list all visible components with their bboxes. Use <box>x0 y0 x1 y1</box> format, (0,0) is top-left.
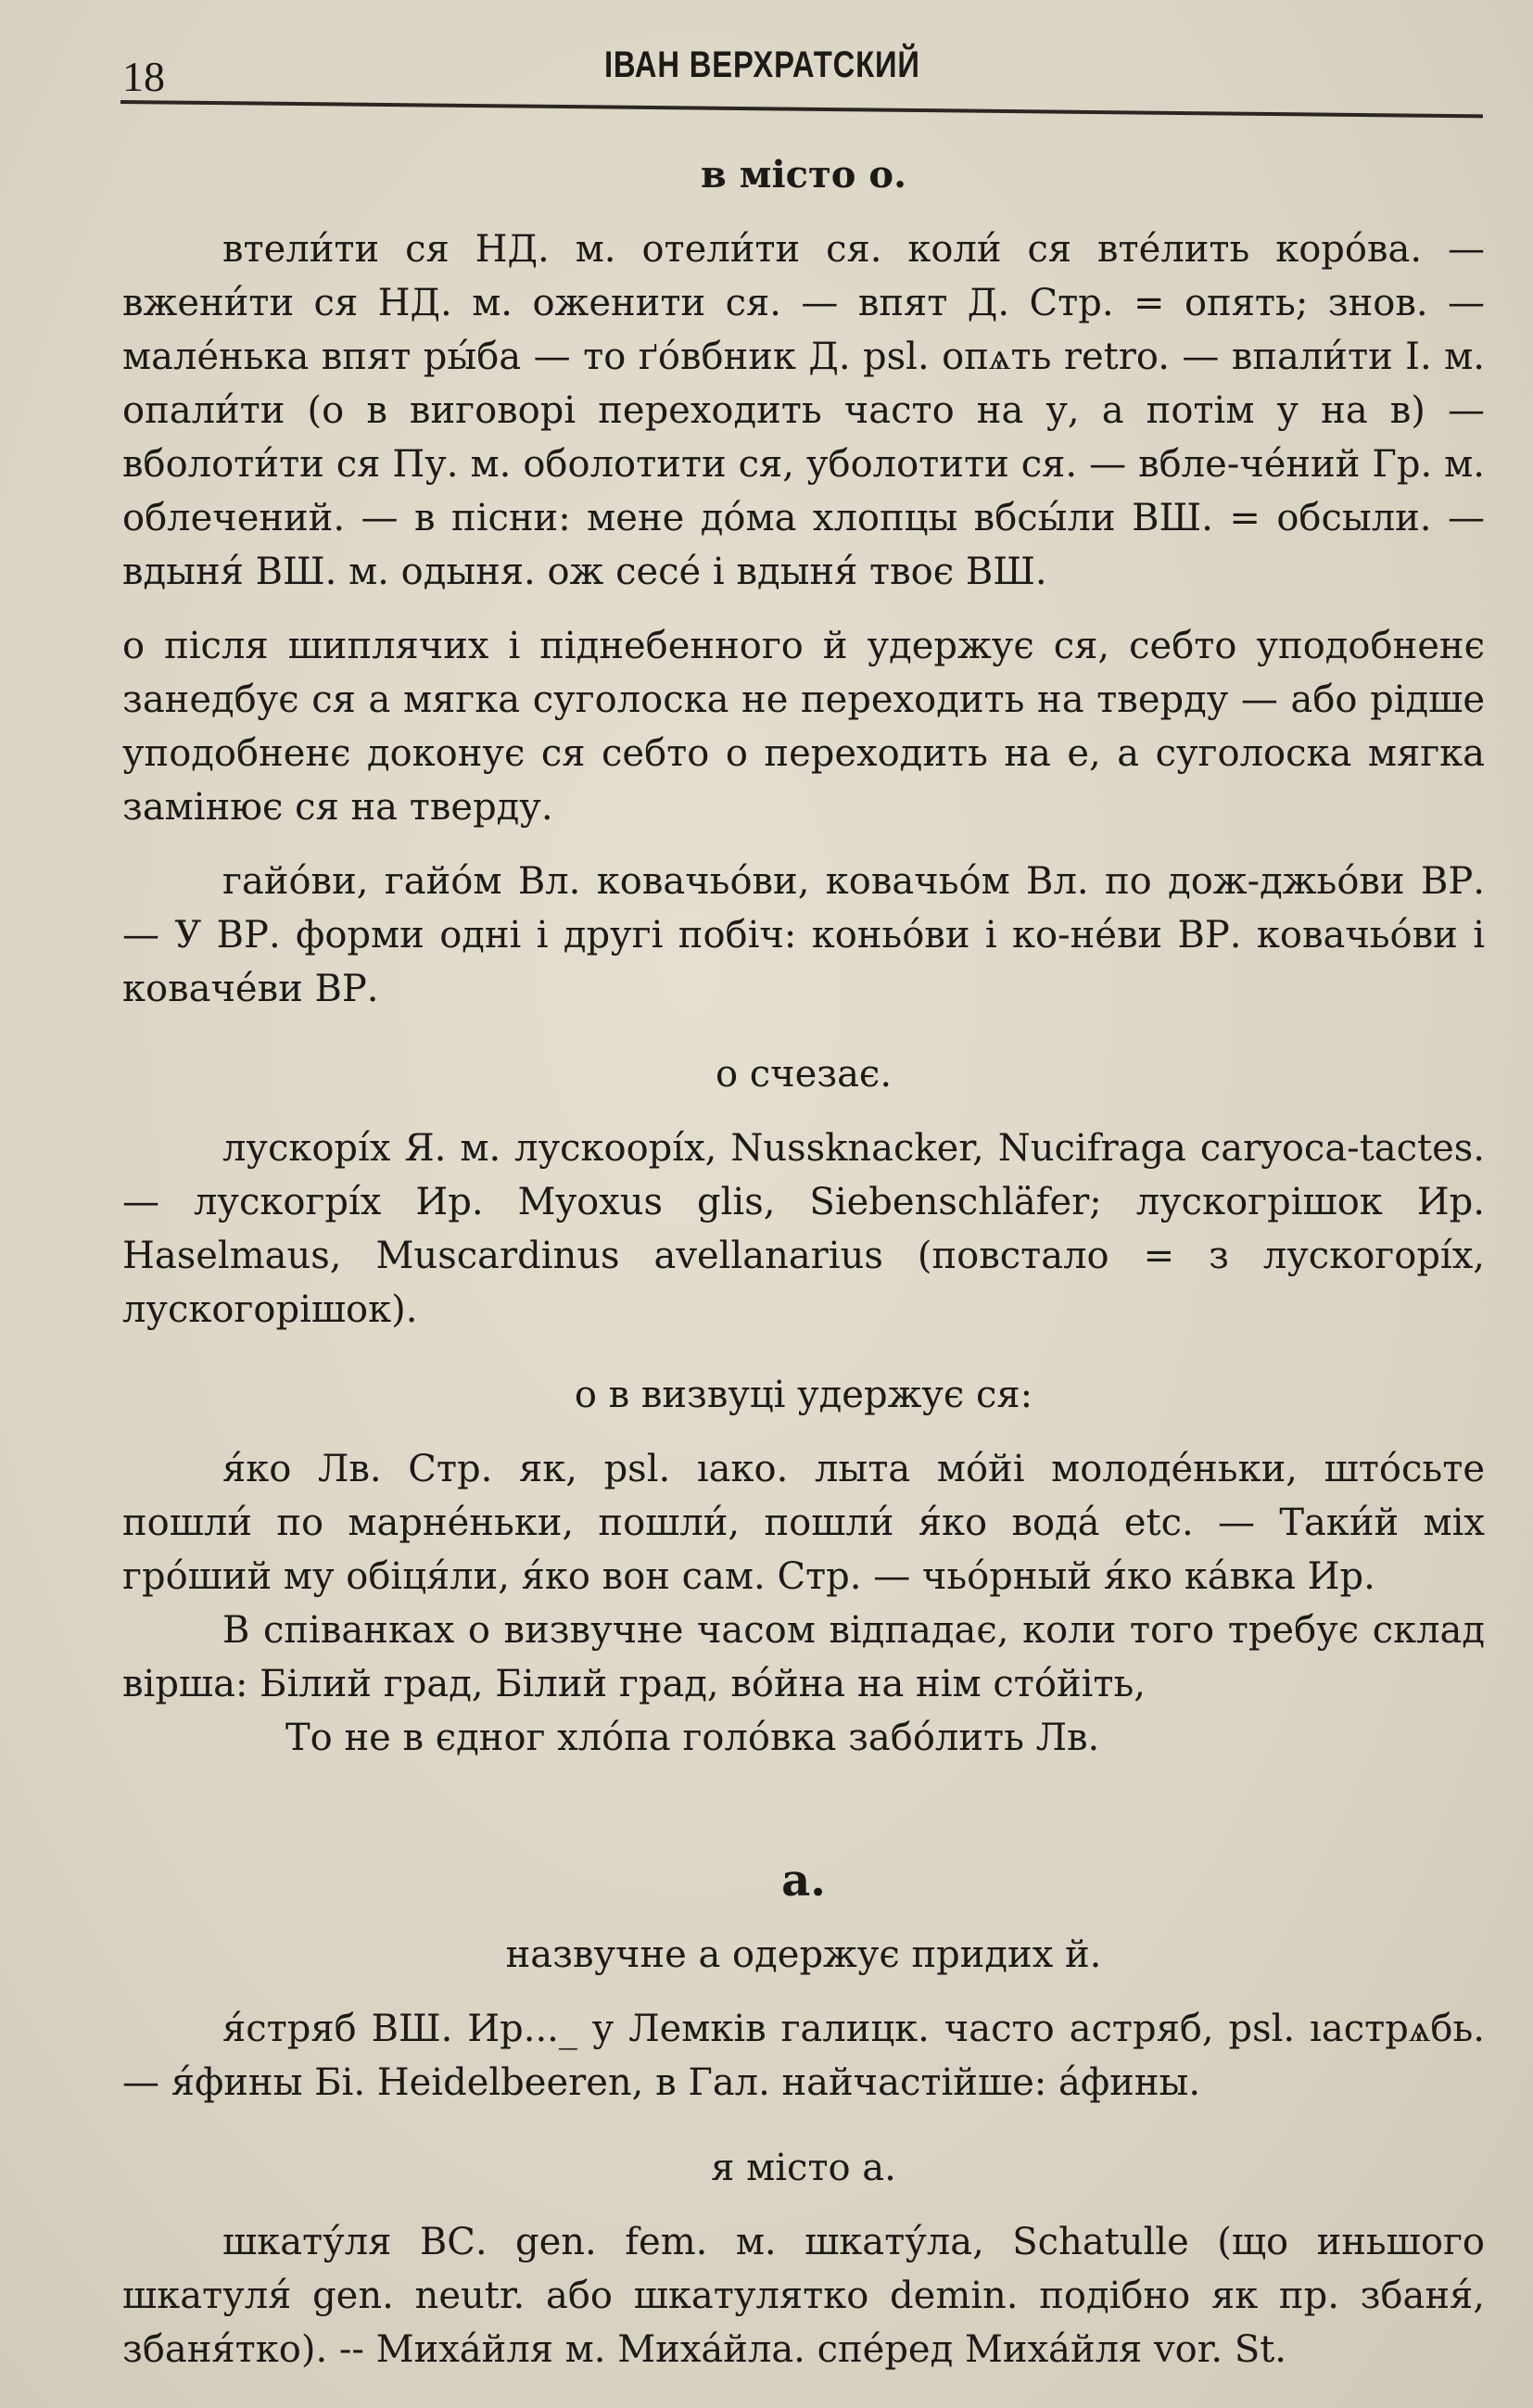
paragraph: втели́ти ся НД. м. отели́ти ся. коли́ ся вте́лить коро́ва. — вжени́ти ся НД. м. оженити ся. — впят Д. Стр. = опять; знов. — мале́нька впят ры́ба — то ґо́вбник Д. psl. опѧть retro. — впали́ти І. м. опали́ти (о в виговорі переходить часто на у, а потім у на в) — вболоти́ти ся Пу. м. оболотити ся, уболотити ся. — вбле-че́ний Гр. м. облечений. — в пісни: мене до́ма хлопцы вбсы́ли ВШ. = обсыли. — вдыня́ ВШ. м. одыня. ож сесе́ і вдыня́ твоє ВШ. <box>122 228 1485 593</box>
paragraph: я́ко Лв. Стр. як, psl. ıако. лыта мо́йі молоде́ньки, што́сьте пошли́ по марне́ньки, пошли́, пошли́ я́ко вода́ etc. — Таки́й міх гро́ший му обіця́ли, я́ко вон сам. Стр. — чьо́рный я́ко ка́вка Ир. <box>122 1448 1485 1598</box>
page-body <box>122 148 1485 2376</box>
running-title: ІВАН ВЕРХРАТСКИЙ <box>604 44 920 85</box>
paragraph: я́стряб ВШ. Ир..._ у Лемків галицк. часто астряб, psl. ıастрѧбь. — я́фины Бі. Heidelbeeren, в Гал. найчастійше: а́фины. <box>122 2008 1485 2104</box>
paragraph: о після шиплячих і піднебенного й удержує ся, себто уподобненє занедбує ся а мягка суголоска не переходить на тверду — або рідше уподобненє доконує ся себто о переходить на е, а суголоска мягка замінює ся на тверду. <box>122 625 1485 829</box>
page-number: 18 <box>122 53 165 100</box>
paragraph: В співанках о визвучне часом відпадає, коли того требує склад вірша: Білий град, Білий град, во́йна на нім сто́йіть, <box>122 1609 1485 1705</box>
section-heading: в місто о. <box>700 153 906 196</box>
section-heading: а. <box>781 1855 826 1907</box>
verse-line: То не в єдног хло́па голо́вка забо́лить Лв. <box>285 1717 1100 1759</box>
paragraph: шкату́ля ВС. gen. fem. м. шкату́ла, Schatulle (що иньшого шкатуля́ gen. neutr. або шкатулятко demin. подібно як пр. збаня́, збаня́тко). -- Миха́йля м. Миха́йла. спе́ред Миха́йля vor. St. <box>122 2221 1485 2371</box>
section-heading: о счезає. <box>715 1053 893 1096</box>
page-header <box>122 35 1485 109</box>
paragraph: лускорі́х Я. м. лускоорíх, Nussknacker, Nucifraga caryoca-tactes. — лускогрíх Ир. Myoxus glis, Siebenschläfer; лускогрішок Ир. Haselmaus, Muscardinus avellanarius (повстало = з лускогорíх, лускогорішок). <box>122 1127 1485 1331</box>
section-heading: я місто а. <box>711 2147 896 2189</box>
section-heading: о в визвуці удержує ся: <box>574 1374 1033 1416</box>
section-subheading: назвучне а одержує придих й. <box>505 1933 1102 1976</box>
paragraph: гайо́ви, гайо́м Вл. ковачьо́ви, ковачьо́м Вл. по дож-джьо́ви ВР. — У ВР. форми одні і другі побіч: коньо́ви і ко-не́ви ВР. ковачьо́ви і коваче́ви ВР. <box>122 860 1485 1010</box>
